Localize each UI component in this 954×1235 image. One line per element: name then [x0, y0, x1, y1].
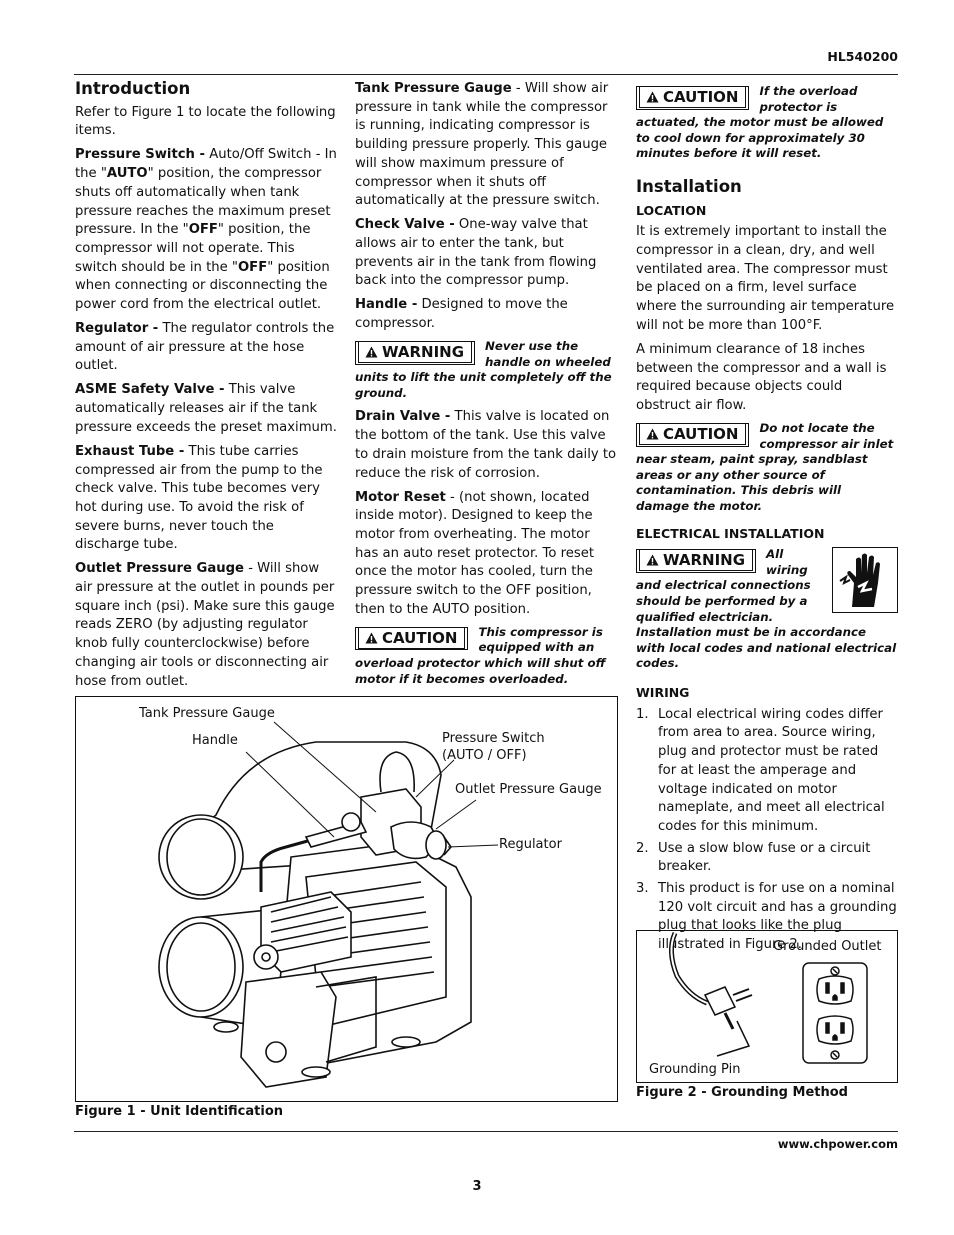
handle-item: Handle - Designed to move the compressor. — [355, 297, 568, 332]
figure-2-box — [636, 930, 898, 1083]
warning-triangle-icon — [365, 632, 378, 644]
electric-shock-icon — [832, 547, 898, 613]
list-item: 2. Use a slow blow fuse or a circuit breaker. — [636, 840, 871, 875]
warning-text: All wiring and electrical connections should be performed by a qualified electrician. Installation must be in accordance with local codes and national electrical codes. — [636, 547, 897, 671]
figure-1-box — [75, 696, 618, 1102]
caution-text: If the overload protector is actuated, the motor must be allowed to cool down for approximately 30 minutes before it will reset. — [636, 84, 884, 161]
leader-lines — [76, 697, 617, 1101]
warning-triangle-icon — [646, 428, 659, 440]
warning-badge: WARNING — [636, 549, 756, 573]
safety-valve-item: ASME Safety Valve - This valve automatically releases air if the tank pressure exceeds the preset maximum. — [75, 382, 337, 435]
caution-text: This compressor is equipped with an overload protector which will shut off motor if it becomes overloaded. — [355, 624, 606, 686]
location-caution — [636, 421, 898, 515]
electrical-warning — [636, 547, 898, 672]
label-auto-off: (AUTO / OFF) — [442, 748, 527, 763]
overload-caution — [355, 625, 617, 687]
location-heading: LOCATION — [636, 202, 707, 218]
motor-reset-item: Motor Reset - (not shown, located inside motor). Designed to keep the motor from overheating. The motor has an auto reset protector. To reset once the motor has cooled, turn the pressure switch to the OFF position, then to the AUTO position. — [355, 489, 595, 617]
column-components — [355, 80, 617, 694]
warning-text: Never use the handle on wheeled units to lift the unit completely off the ground. — [355, 339, 612, 400]
exhaust-tube-item: Exhaust Tube - This tube carries compressed air from the pump to the check valve. This tube becomes very hot during use. To avoid the risk of severe burns, never touch the discharge tube. — [75, 443, 323, 553]
label-handle: Handle — [192, 733, 238, 748]
figure-1-caption: Figure 1 - Unit Identification — [75, 1104, 284, 1119]
label-pressure-switch: Pressure Switch — [442, 731, 545, 746]
installation-heading: Installation — [636, 176, 742, 196]
header-rule — [74, 74, 898, 75]
check-valve-item: Check Valve - One-way valve that allows air to enter the tank, but prevents air in the tank from flowing back into the compressor pump. — [355, 217, 597, 289]
electrical-heading: ELECTRICAL INSTALLATION — [636, 525, 825, 541]
column-installation — [636, 80, 898, 958]
caution-badge: CAUTION — [636, 86, 749, 110]
location-text: It is extremely important to install the compressor in a clean, dry, and well ventilated area. The compressor must be placed on a firm, level surface where the surrounding air temperature will not be more than 100°F. — [636, 224, 895, 333]
wiring-list — [636, 706, 898, 955]
drain-valve-item: Drain Valve - This valve is located on the bottom of the tank. Use this valve to drain moisture from the tank daily to reduce the risk of corrosion. — [355, 409, 617, 481]
clearance-text: A minimum clearance of 18 inches between the compressor and a wall is required because objects could obstruct air flow. — [636, 341, 887, 413]
outlet-gauge-item: Outlet Pressure Gauge - Will show air pressure at the outlet in pounds per square inch (psi). Make sure this gauge reads ZERO (by adjusting regulator knob fully counterclockwise) before changing air tools or disconnecting air hose from outlet. — [75, 561, 335, 689]
footer-rule — [74, 1131, 898, 1132]
pressure-switch-item: Pressure Switch - Auto/Off Switch - In the "AUTO" position, the compressor shuts off automatically when tank pressure reaches the maximum preset pressure. In the "OFF" position, the compressor will not operate. This switch should be in the "OFF" position when connecting or disconnecting the power cord from the electrical outlet. — [75, 147, 337, 313]
caution-badge: CAUTION — [355, 627, 468, 651]
label-grounded-outlet: Grounded Outlet — [773, 939, 882, 954]
intro-text: Refer to Figure 1 to locate the following items. — [75, 104, 336, 139]
page-number: 3 — [472, 1179, 482, 1194]
caution-badge: CAUTION — [636, 423, 749, 447]
regulator-item: Regulator - The regulator controls the amount of air pressure at the hose outlet. — [75, 321, 335, 374]
column-introduction — [75, 80, 337, 697]
label-tank-pressure-gauge: Tank Pressure Gauge — [139, 706, 275, 721]
model-number: HL540200 — [827, 49, 898, 64]
handle-warning — [355, 339, 617, 401]
figure-2-caption: Figure 2 - Grounding Method — [636, 1085, 848, 1100]
website-url: www.chpower.com — [777, 1137, 898, 1151]
warning-badge: WARNING — [355, 341, 475, 365]
warning-triangle-icon — [365, 346, 378, 358]
list-item: 1. Local electrical wiring codes differ from area to area. Source wiring, plug and protector must be rated for at least the amperage and voltage indicated on motor nameplate, and meet all electrical codes for this minimum. — [636, 706, 885, 834]
overload-protector-caution — [636, 84, 898, 162]
wiring-heading: WIRING — [636, 685, 690, 701]
label-grounding-pin: Grounding Pin — [649, 1062, 741, 1077]
caution-text: Do not locate the compressor air inlet near steam, paint spray, sandblast areas or any other source of contamination. This debris will damage the motor. — [636, 421, 894, 513]
warning-triangle-icon — [646, 91, 659, 103]
list-item: 3. This product is for use on a nominal 120 volt circuit and has a grounding plug that looks like the plug illustrated in Figure 2. — [636, 881, 897, 953]
label-outlet-pressure-gauge: Outlet Pressure Gauge — [455, 782, 602, 797]
introduction-heading: Introduction — [75, 79, 191, 98]
tank-gauge-item: Tank Pressure Gauge - Will show air pressure in tank while the compressor is running, indicating compressor is building pressure properly. This gauge will show maximum pressure of compressor when it shuts off automatically at the pressure switch. — [355, 81, 609, 209]
label-regulator: Regulator — [499, 837, 562, 852]
warning-triangle-icon — [646, 554, 659, 566]
